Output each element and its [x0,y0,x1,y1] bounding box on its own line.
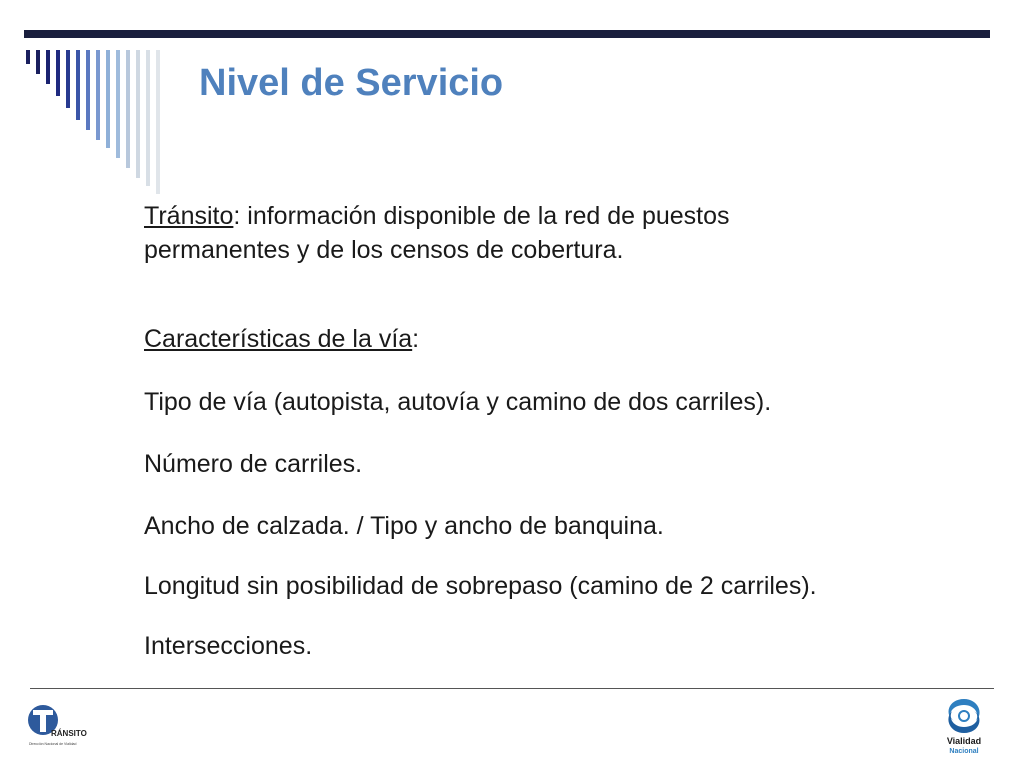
transito-text-line2: permanentes y de los censos de cobertura. [144,235,624,264]
svg-text:Nacional: Nacional [949,748,979,755]
list-item: Número de carriles. [144,450,363,478]
stripe [136,50,140,178]
transito-logo [27,700,87,748]
stripe [36,50,40,74]
stripe [66,50,70,108]
caracteristicas-heading [144,323,419,357]
vialidad-nacional-logo [938,695,990,755]
stripe [156,50,160,194]
transito-label: Tránsito [144,202,234,230]
stripe [76,50,80,120]
list-item: Intersecciones. [144,632,313,660]
stripe [86,50,90,130]
list-item: Longitud sin posibilidad de sobrepaso (camino de 2 carriles). [144,572,817,600]
svg-text:Vialidad: Vialidad [946,736,982,746]
caracteristicas-colon: : [412,325,420,353]
svg-text:Dirección Nacional de Vialidad: Dirección Nacional de Vialidad [29,742,77,746]
caracteristicas-label: Características de la vía [144,325,413,353]
stripe [146,50,150,186]
stripe [116,50,120,158]
svg-text:RÁNSITO: RÁNSITO [51,729,87,738]
stripe [26,50,30,64]
footer-divider [30,688,994,689]
list-item: Tipo de vía (autopista, autovía y camino de dos carriles). [144,388,772,416]
list-item: Ancho de calzada. / Tipo y ancho de banquina. [144,512,664,540]
transito-text-line1: : información disponible de la red de puestos [233,202,730,230]
stripe [126,50,130,168]
top-bar [24,30,990,38]
stripe [106,50,110,148]
stripe [46,50,50,84]
slide-title: Nivel de Servicio [199,62,504,104]
stripe [96,50,100,140]
stripe [56,50,60,96]
transito-paragraph [144,200,730,267]
